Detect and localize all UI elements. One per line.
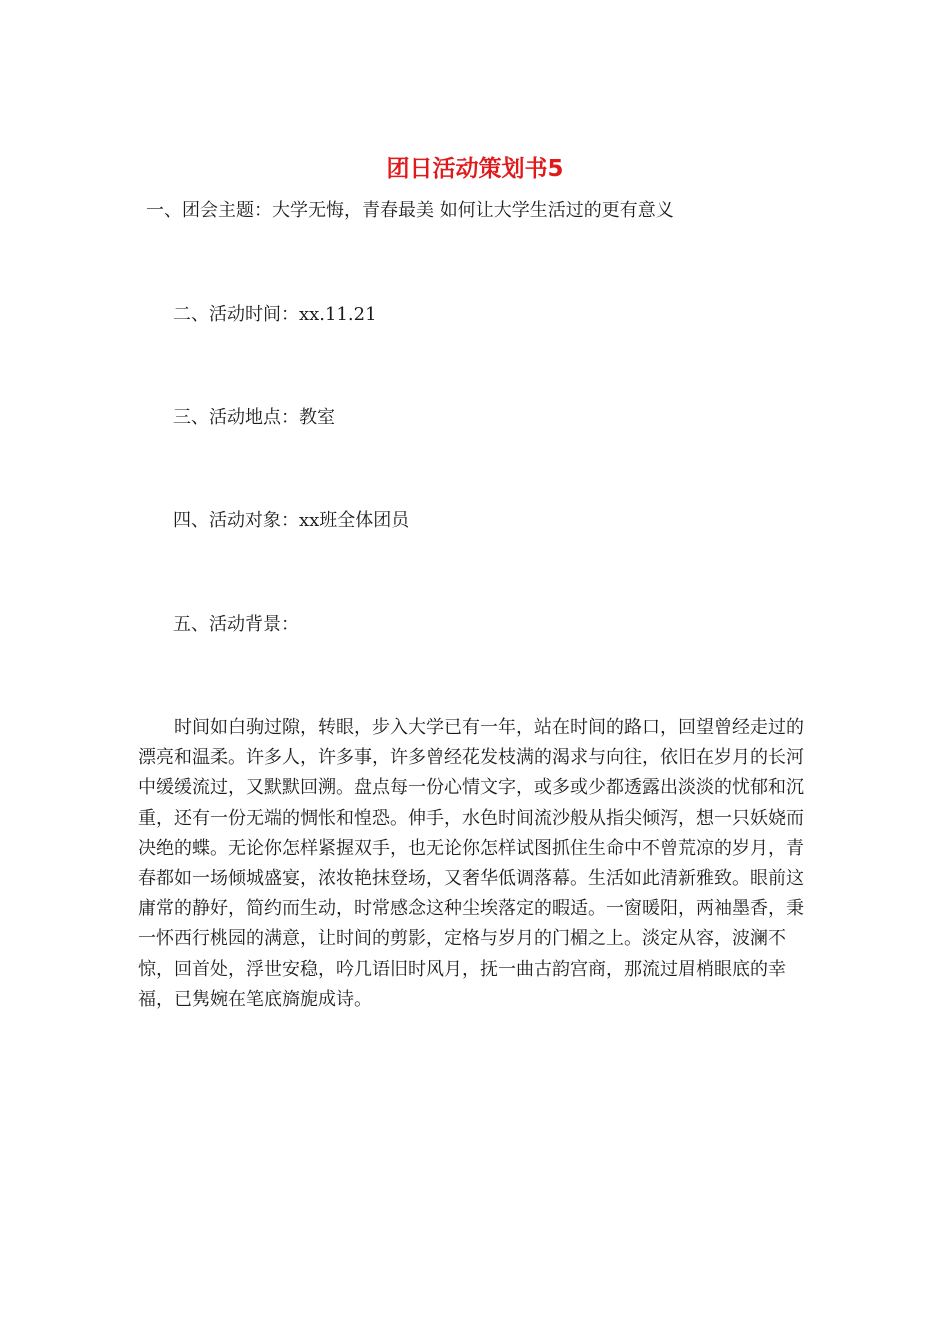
section-background-heading: 五、活动背景： bbox=[173, 614, 299, 635]
section-target: 四、活动对象：xx班全体团员 bbox=[173, 510, 410, 531]
document-title: 团日活动策划书5 bbox=[386, 156, 564, 182]
section-time: 二、活动时间：xx.11.21 bbox=[173, 304, 377, 325]
section-theme: 一、团会主题：大学无悔，青春最美 如何让大学生活过的更有意义 bbox=[146, 200, 674, 221]
background-paragraph: 时间如白驹过隙，转眼，步入大学已有一年，站在时间的路口，回望曾经走过的漂亮和温柔。许多人，许多事，许多曾经花发枝满的渴求与向往，依旧在岁月的长河中缓缓流过，又默默回溯。盘点每一份心情文字，或多或少都透露出淡淡的忧郁和沉重，还有一份无端的惆怅和惶恐。伸手，水色时间流沙般从指尖倾泻，想一只妖娆而决绝的蝶。无论你怎样紧握双手，也无论你怎样试图抓住生命中不曾荒凉的岁月，青春都如一场倾城盛宴，浓妆艳抹登场，又奢华低调落幕。生活如此清新雅致。眼前这庸常的静好，简约而生动，时常感念这种尘埃落定的暇适。一窗暖阳，两袖墨香，秉一怀西行桃园的满意，让时间的剪影，定格与岁月的门楣之上。淡定从容，波澜不惊，回首处，浮世安稳，吟几语旧时风月，抚一曲古韵宫商，那流过眉梢眼底的幸福，已隽婉在笔底旖旎成诗。 bbox=[138, 717, 804, 1010]
section-place: 三、活动地点：教室 bbox=[173, 407, 335, 428]
